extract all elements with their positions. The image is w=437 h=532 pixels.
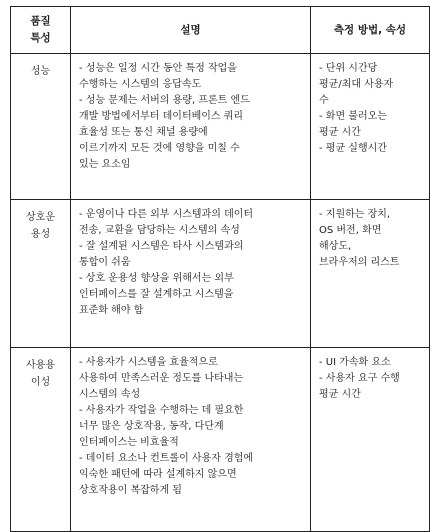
description-cell [71,54,311,200]
table-row-interoperability [11,200,430,348]
measurement-line: 평균/최대 사용자 [319,79,394,90]
measurement-line: - 지원하는 장치, [319,209,391,220]
description-line: 인터페이스를 잘 설계하고 시스템을 [79,289,234,300]
attribute-name: 이성 [30,377,51,388]
measurement-line: - 단위 시간당 [319,63,378,74]
description-cell [71,348,311,532]
measurement-line: - 평균 실행시간 [319,143,387,154]
description-line: - 성능은 일정 시간 동안 특정 작업을 [79,63,237,74]
measurement-line: 브라우저의 리스트 [319,257,400,268]
attribute-cell [11,54,71,200]
measurement-cell [311,348,430,532]
description-line: 사용하여 만족스러운 정도를 나타내는 [79,373,244,384]
attribute-name: 사용용 [26,360,55,371]
measurement-line: - 화면 불러오는 [319,111,387,122]
description-line: 상호작용이 복잡하게 됨 [79,485,182,496]
header-quality-attribute-line: 특성 [30,32,51,44]
description-line: 개발 방법에서부터 데이터베이스 쿼리 [79,111,244,122]
description-line: - 잘 설계된 시스템은 타사 시스템과의 [79,241,244,252]
attribute-cell [11,348,71,532]
header-description: 설명 [71,7,311,54]
attribute-name: 상호운 [26,212,55,223]
description-line: - 사용자가 시스템을 효율적으로 [79,357,218,368]
measurement-line: 평균 시간 [319,127,361,138]
description-line: 너무 많은 상호작용, 동작, 다단계 [79,421,224,432]
measurement-cell [311,200,430,348]
table-row-usability [11,348,430,532]
description-line: 통합이 쉬움 [79,257,131,268]
table-row-performance [11,54,430,200]
description-line: 효율성 또는 통신 채널 용량에 [79,127,208,138]
quality-attributes-table-container [10,6,429,532]
description-line: 있는 요소임 [79,159,131,170]
description-line: 인터페이스는 비효율적 [79,437,179,448]
header-measurement: 측정 방법, 속성 [311,7,430,54]
quality-attributes-table [10,6,430,532]
description-line: - 데이터 요소나 컨트롤이 사용자 경험에 [79,453,254,464]
description-line: - 운영이나 다른 외부 시스템과의 데이터 [79,209,254,220]
measurement-line: OS 버전, 화면 [319,225,382,236]
header-quality-attribute-line: 품질 [30,15,51,27]
description-line: 익숙한 패턴에 따라 설계하지 않으면 [79,469,237,480]
attribute-name: 성능 [30,66,51,77]
measurement-line: - UI 가속화 요소 [319,357,391,368]
description-line: 수행하는 시스템의 응답속도 [79,79,202,90]
description-line: 시스템의 속성 [79,389,141,400]
table-header-row [11,7,430,54]
attribute-cell [11,200,71,348]
measurement-cell [311,54,430,200]
attribute-name: 용성 [30,229,51,240]
measurement-line: 평균 시간 [319,389,361,400]
description-line: 전송, 교환을 담당하는 시스템의 속성 [79,225,240,236]
description-line: - 상호 운용성 향상을 위해서는 외부 [79,273,234,284]
header-quality-attribute [11,7,71,54]
measurement-line: 수 [319,95,329,106]
measurement-line: 해상도, [319,241,352,252]
description-line: 이르기까지 모든 것에 영향을 미칠 수 [79,143,240,154]
description-cell [71,200,311,348]
description-line: - 성능 문제는 서버의 용량, 프론트 엔드 [79,95,250,106]
measurement-line: - 사용자 요구 수행 [319,373,400,384]
description-line: - 사용자가 작업을 수행하는 데 필요한 [79,405,244,416]
description-line: 표준화 해야 함 [79,305,144,316]
